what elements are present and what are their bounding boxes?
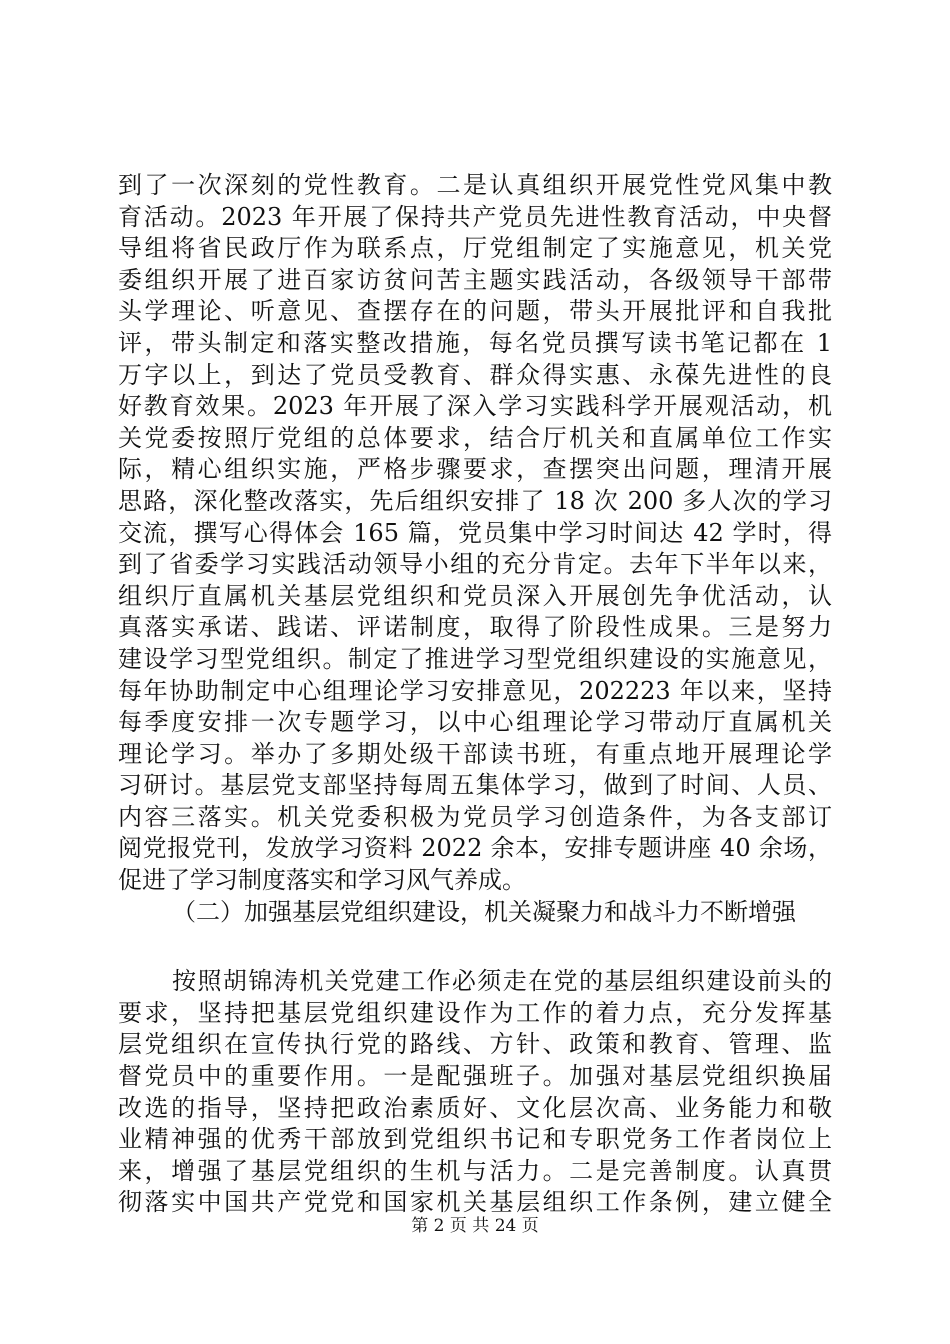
paragraph-2	[118, 966, 832, 1219]
text-line: 彻落实中国共产党党和国家机关基层组织工作条例，建立健全	[118, 1188, 832, 1217]
text-line: 按照胡锦涛机关党建工作必须走在党的基层组织建设前头的	[172, 967, 832, 996]
document-body	[118, 170, 832, 1219]
text-line: 万字以上，到达了党员受教育、群众得实惠、永葆先进性的良	[118, 360, 832, 389]
text-line: 导组将省民政厅作为联系点，厅党组制定了实施意见，机关党	[118, 234, 832, 263]
text-line: 建设学习型党组织。制定了推进学习型党组织建设的实施意见，	[118, 644, 832, 673]
text-line: 内容三落实。机关党委积极为党员学习创造条件，为各支部订	[118, 802, 832, 831]
text-line: 到了一次深刻的党性教育。二是认真组织开展党性党风集中教	[118, 171, 832, 199]
text-line: 头学理论、听意见、查摆存在的问题，带头开展批评和自我批	[118, 297, 832, 326]
text-line: 交流，撰写心得体会 165 篇，党员集中学习时间达 42 学时，得	[118, 518, 832, 547]
text-line: 到了省委学习实践活动领导小组的充分肯定。去年下半年以来，	[118, 550, 832, 579]
text-line: 层党组织在宣传执行党的路线、方针、政策和教育、管理、监	[118, 1030, 832, 1059]
text-line: 评，带头制定和落实整改措施，每名党员撰写读书笔记都在 1	[118, 328, 832, 357]
text-line: 促进了学习制度落实和学习风气养成。	[118, 866, 526, 895]
page-footer	[0, 1216, 950, 1236]
text-line: 阅党报党刊，发放学习资料 2022 余本，安排专题讲座 40 余场，	[118, 834, 832, 863]
text-line: 来，增强了基层党组织的生机与活力。二是完善制度。认真贯	[118, 1156, 832, 1185]
section-heading: （二）加强基层党组织建设，机关凝聚力和战斗力不断增强	[172, 897, 796, 926]
text-line: 每年协助制定中心组理论学习安排意见，202223 年以来，坚持	[118, 676, 832, 705]
text-line: 好教育效果。2023 年开展了深入学习实践科学开展观活动，机	[118, 392, 832, 421]
text-line: 育活动。2023 年开展了保持共产党员先进性教育活动，中央督	[118, 202, 832, 231]
text-line: 要求，坚持把基层党组织建设作为工作的着力点，充分发挥基	[118, 998, 832, 1027]
text-line: 理论学习。举办了多期处级干部读书班，有重点地开展理论学	[118, 739, 832, 768]
text-line: 督党员中的重要作用。一是配强班子。加强对基层党组织换届	[118, 1062, 832, 1091]
text-line: 组织厅直属机关基层党组织和党员深入开展创先争优活动，认	[118, 581, 832, 610]
paragraph-1	[118, 170, 832, 897]
text-line: 每季度安排一次专题学习，以中心组理论学习带动厅直属机关	[118, 708, 832, 737]
text-line: 关党委按照厅党组的总体要求，结合厅机关和直属单位工作实	[118, 423, 832, 452]
text-line: 委组织开展了进百家访贫问苦主题实践活动，各级领导干部带	[118, 265, 832, 294]
text-line: 际，精心组织实施，严格步骤要求，查摆突出问题，理清开展	[118, 455, 832, 484]
text-line: 改选的指导，坚持把政治素质好、文化层次高、业务能力和敬	[118, 1093, 832, 1122]
text-line: 真落实承诺、践诺、评诺制度，取得了阶段性成果。三是努力	[118, 613, 832, 642]
paragraph-gap	[118, 928, 832, 966]
page-number: 第 2 页 共 24 页	[411, 1216, 539, 1236]
text-line: 思路，深化整改落实，先后组织安排了 18 次 200 多人次的学习	[118, 486, 832, 515]
text-line: 业精神强的优秀干部放到党组织书记和专职党务工作者岗位上	[118, 1125, 832, 1154]
text-line: 习研讨。基层党支部坚持每周五集体学习，做到了时间、人员、	[118, 771, 832, 800]
